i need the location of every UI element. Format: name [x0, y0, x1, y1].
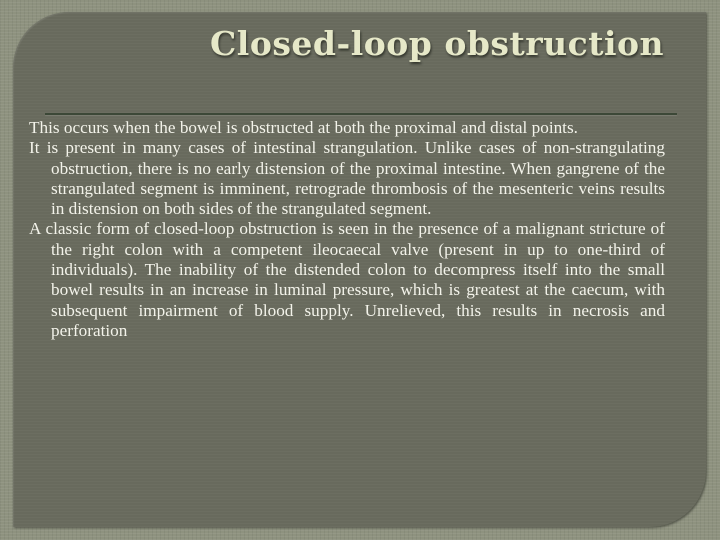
- paragraph-strangulation: It is present in many cases of intestinal strangulation. Unlike cases of non-strangulating obstruction, there is no early distension of the proximal intestine. When gangrene of the strangulated segment is imminent, retrograde thrombosis of the mesenteric veins results in distension on both sides of the strangulated segment.: [29, 138, 665, 219]
- slide-body: [29, 118, 665, 341]
- paragraph-definition: This occurs when the bowel is obstructed at both the proximal and distal points.: [29, 118, 578, 137]
- title-divider: [45, 113, 677, 115]
- slide-title: Closed-loop obstruction: [210, 24, 664, 63]
- paragraph-classic-form: A classic form of closed-loop obstruction is seen in the presence of a malignant stricture of the right colon with a competent ileocaecal valve (present in up to one-third of individuals). The inability of the distended colon to decompress itself into the small bowel results in an increase in luminal pressure, which is greatest at the caecum, with subsequent impairment of blood supply. Unrelieved, this results in necrosis and perforation: [29, 219, 665, 340]
